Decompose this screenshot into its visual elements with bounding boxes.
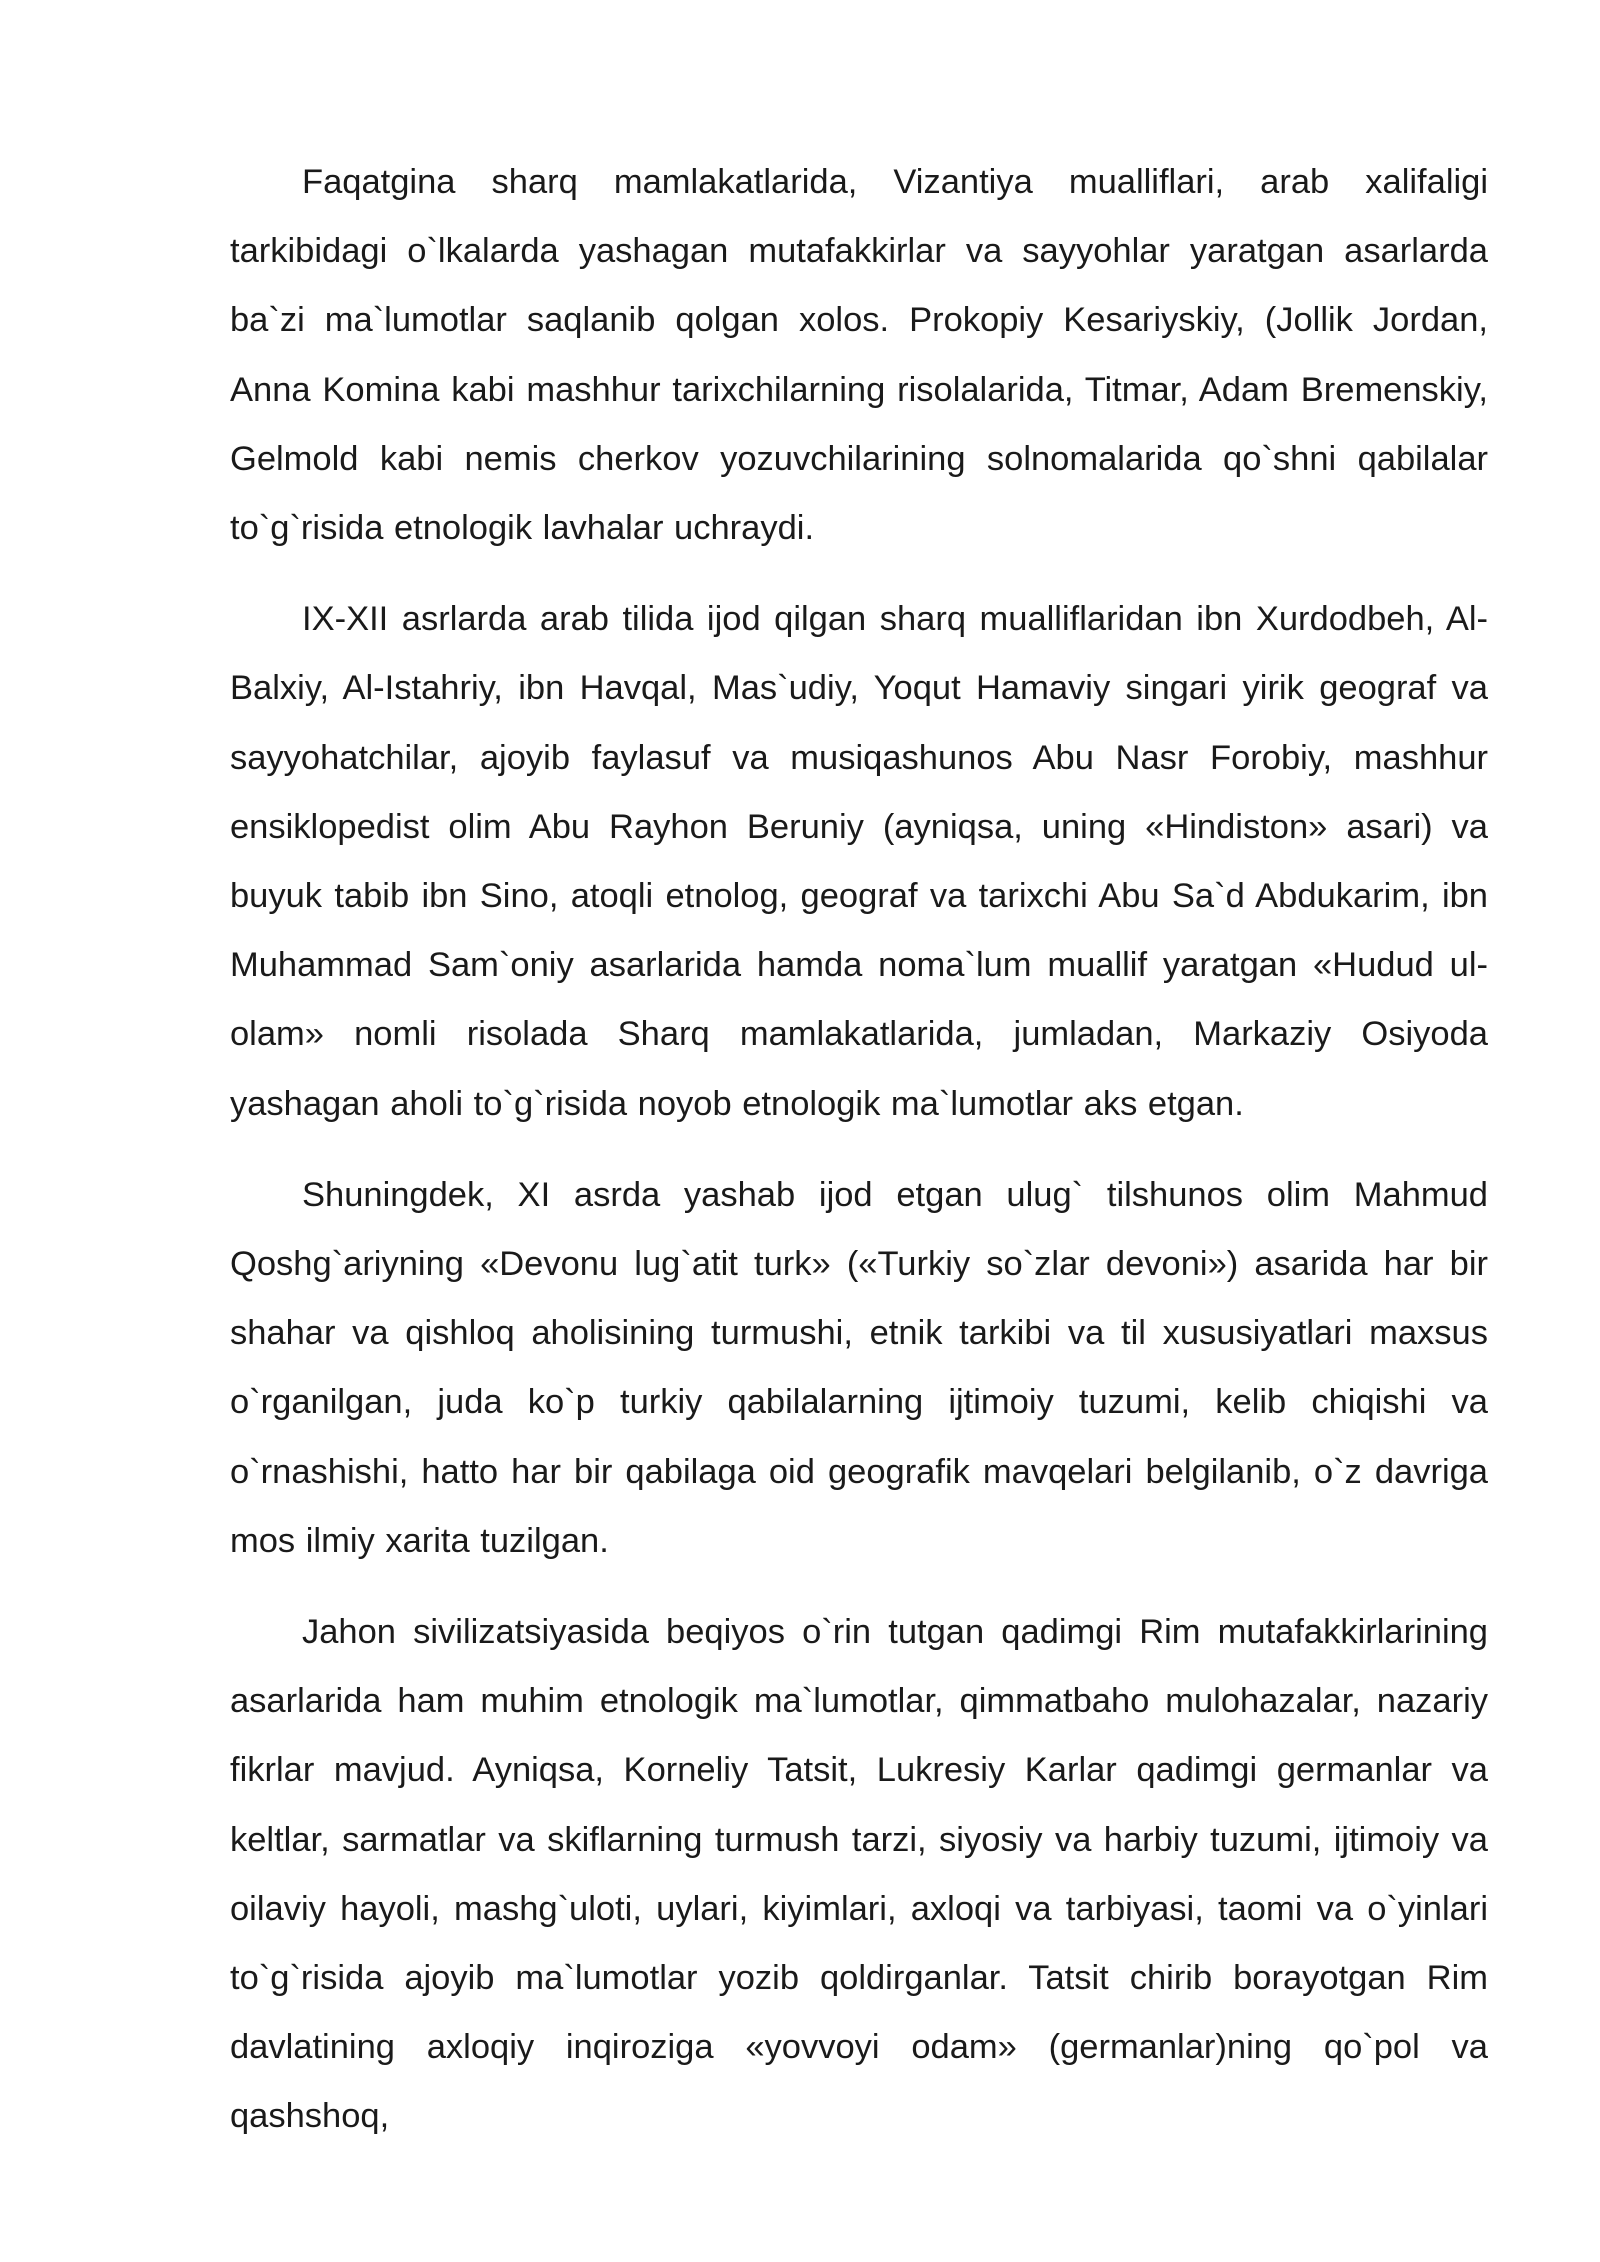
paragraph-2: IX-XII asrlarda arab tilida ijod qilgan sharq mualliflaridan ibn Xurdodbeh, Al-Balxiy, Al-Istahriy, ibn Havqal, Mas`udiy, Yoqut Hamaviy singari yirik geograf va sayyohatchilar, ajoyib faylasuf va musiqashunos Abu Nasr Forobiy, mashhur ensiklopedist olim Abu Rayhon Beruniy (ayniqsa, uning «Hindiston» asari) va buyuk tabib ibn Sino, atoqli etnolog, geograf va tarixchi Abu Sa`d Abdukarim, ibn Muhammad Sam`oniy asarlarida hamda noma`lum muallif yaratgan «Hudud ul-olam» nomli risolada Sharq mamlakatlarida, jumladan, Markaziy Osiyoda yashagan aholi to`g`risida noyob etnologik ma`lumotlar aks etgan. bbox=[230, 600, 1488, 1123]
paragraph-1: Faqatgina sharq mamlakatlarida, Vizantiya mualliflari, arab xalifaligi tarkibidagi o`lkalarda yashagan mutafakkirlar va sayyohlar yaratgan asarlarda ba`zi ma`lumotlar saqlanib qolgan xolos. Prokopiy Kesariyskiy, (Jollik Jordan, Anna Komina kabi mashhur tarixchilarning risolalarida, Titmar, Adam Bremenskiy, Gelmold kabi nemis cherkov yozuvchilarining solnomalarida qo`shni qabilalar to`g`risida etnologik lavhalar uchraydi. bbox=[230, 163, 1488, 548]
paragraph-4: Jahon sivilizatsiyasida beqiyos o`rin tutgan qadimgi Rim mutafakkirlarining asarlarida ham muhim etnologik ma`lumotlar, qimmatbaho mulohazalar, nazariy fikrlar mavjud. Ayniqsa, Korneliy Tatsit, Lukresiy Karlar qadimgi germanlar va keltlar, sarmatlar va skiflarning turmush tarzi, siyosiy va harbiy tuzumi, ijtimoiy va oilaviy hayoli, mashg`uloti, uylari, kiyimlari, axloqi va tarbiyasi, taomi va o`yinlari to`g`risida ajoyib ma`lumotlar yozib qoldirganlar. Tatsit chirib borayotgan Rim davlatining axloqiy inqiroziga «yovvoyi odam» (germanlar)ning qo`pol va qashshoq, bbox=[230, 1613, 1488, 2136]
document-body bbox=[230, 148, 1488, 2174]
paragraph-3: Shuningdek, XI asrda yashab ijod etgan ulug` tilshunos olim Mahmud Qoshg`ariyning «Devonu lug`atit turk» («Turkiy so`zlar devoni») asarida har bir shahar va qishloq aholisining turmushi, etnik tarkibi va til xususiyatlari maxsus o`rganilgan, juda ko`p turkiy qabilalarning ijtimoiy tuzumi, kelib chiqishi va o`rnashishi, hatto har bir qabilaga oid geografik mavqelari belgilanib, o`z davriga mos ilmiy xarita tuzilgan. bbox=[230, 1175, 1488, 1560]
